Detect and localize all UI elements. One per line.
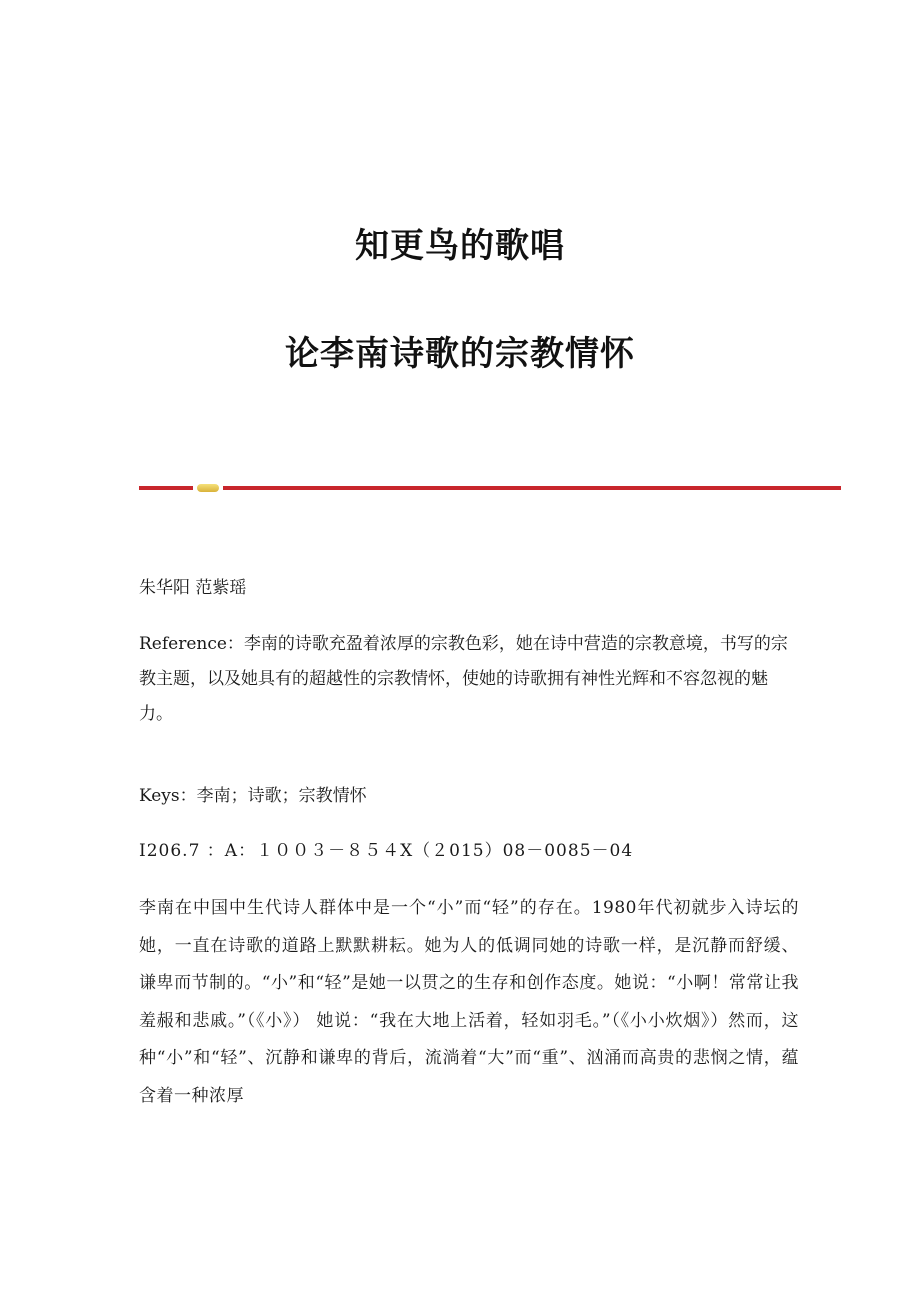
classification-code: I206.7 ：A：１００３－８５４X（２015）08－0085－04 bbox=[139, 841, 634, 861]
divider-bar-left bbox=[139, 486, 193, 490]
divider-bar-right bbox=[223, 486, 841, 490]
title-divider bbox=[139, 484, 841, 492]
abstract bbox=[139, 627, 799, 732]
body-paragraph: 李南在中国中生代诗人群体中是一个“小”而“轻”的存在。1980年代初就步入诗坛的她，一直在诗歌的道路上默默耕耘。她为人的低调同她的诗歌一样，是沉静而舒缓、谦卑而节制的。“小”和“轻”是她一以贯之的生存和创作态度。她说：“小啊！常常让我羞赧和悲戚。”（《小》） 她说：“我在大地上活着，轻如羽毛。”（《小小炊烟》）然而，这种“小”和“轻”、沉静和谦卑的背后，流淌着“大”而“重”、汹涌而高贵的悲悯之情，蕴含着一种浓厚 bbox=[139, 898, 799, 1106]
divider-ornament-icon bbox=[197, 484, 219, 492]
keywords-label: Keys： bbox=[139, 786, 197, 806]
authors: 朱华阳 范紫瑶 bbox=[139, 578, 247, 598]
document-subtitle: 论李南诗歌的宗教情怀 bbox=[285, 334, 635, 374]
document-title: 知更鸟的歌唱 bbox=[355, 226, 565, 266]
abstract-label: Reference： bbox=[139, 634, 244, 654]
keywords bbox=[139, 781, 799, 811]
abstract-text: 李南的诗歌充盈着浓厚的宗教色彩，她在诗中营造的宗教意境，书写的宗教主题，以及她具有的超越性的宗教情怀，使她的诗歌拥有神性光辉和不容忽视的魅力。 bbox=[139, 634, 788, 724]
keywords-text: 李南；诗歌；宗教情怀 bbox=[196, 786, 367, 806]
